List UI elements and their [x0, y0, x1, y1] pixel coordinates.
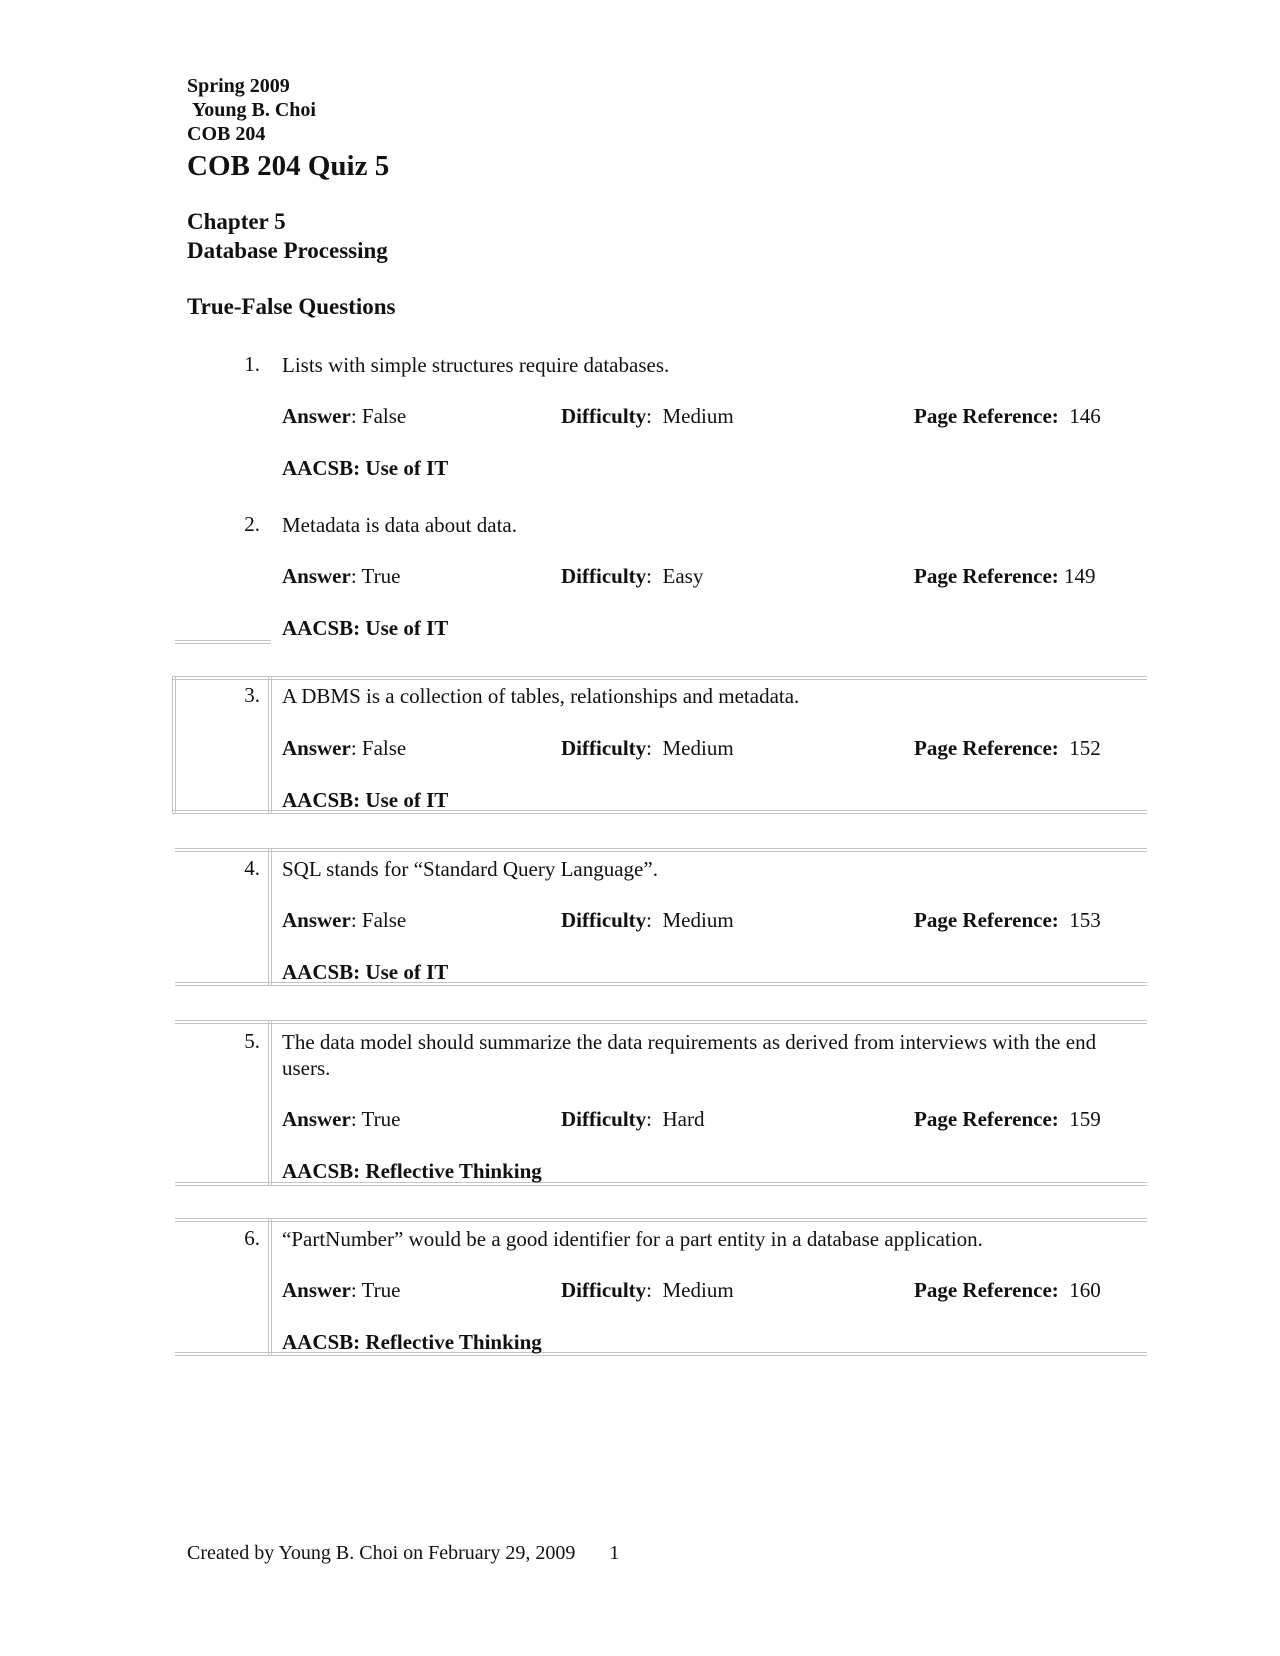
table-border: [268, 848, 272, 986]
difficulty-value: Medium: [662, 736, 734, 760]
question-number: 1.: [244, 352, 260, 376]
question-number: 3.: [244, 683, 260, 707]
difficulty-value: Medium: [662, 404, 734, 428]
question-text: A DBMS is a collection of tables, relationships and metadata.: [282, 684, 800, 708]
difficulty-value: Hard: [662, 1107, 705, 1131]
page-reference-value: 149: [1064, 564, 1096, 588]
page-reference-value: 152: [1069, 736, 1101, 760]
table-border: [268, 676, 272, 814]
answer-field: Answer: True: [282, 564, 401, 588]
page-footer: [187, 1542, 619, 1565]
question-text: “PartNumber” would be a good identifier for a part entity in a database application.: [282, 1227, 983, 1251]
difficulty-value: Medium: [662, 908, 734, 932]
page-reference-value: 160: [1069, 1278, 1101, 1302]
question-text: The data model should summarize the data requirements as derived from interviews with the end users.: [282, 1030, 1097, 1080]
table-border: [175, 848, 1147, 852]
answer-label: Answer: [282, 736, 351, 760]
page-reference-label: Page Reference:: [914, 908, 1059, 932]
table-border: [175, 1020, 1147, 1024]
table-border: [172, 676, 176, 814]
aacsb-tag: AACSB: Use of IT: [282, 616, 449, 640]
answer-label: Answer: [282, 908, 351, 932]
page-reference-label: Page Reference:: [914, 1107, 1059, 1131]
section-title: True-False Questions: [187, 294, 396, 319]
difficulty-label: Difficulty: [561, 908, 647, 932]
page-reference-field: [914, 736, 1101, 761]
answer-value: False: [361, 908, 407, 932]
answer-value: True: [361, 564, 401, 588]
page-reference-value: 153: [1069, 908, 1101, 932]
difficulty-label: Difficulty: [561, 1278, 647, 1302]
answer-value: False: [361, 736, 407, 760]
difficulty-field: Difficulty: Medium: [561, 908, 734, 932]
question-number: 5.: [244, 1029, 260, 1053]
page-reference-field: [914, 908, 1101, 933]
table-border: [175, 640, 271, 644]
page-reference-label: Page Reference:: [914, 1278, 1059, 1302]
question-number: 6.: [244, 1226, 260, 1250]
difficulty-field: Difficulty: Hard: [561, 1107, 705, 1131]
answer-value: False: [361, 404, 407, 428]
answer-field: Answer: True: [282, 1278, 401, 1302]
header-term: Spring 2009: [187, 75, 290, 97]
page-reference-value: 146: [1069, 404, 1101, 428]
difficulty-field: Difficulty: Medium: [561, 404, 734, 428]
answer-field: Answer: True: [282, 1107, 401, 1131]
difficulty-label: Difficulty: [561, 1107, 647, 1131]
aacsb-tag: AACSB: Use of IT: [282, 788, 449, 812]
chapter-name: Database Processing: [187, 238, 388, 263]
aacsb-tag: AACSB: Reflective Thinking: [282, 1159, 542, 1183]
page-reference-label: Page Reference:: [914, 736, 1059, 760]
page-reference-label: Page Reference:: [914, 564, 1059, 588]
answer-field: Answer: False: [282, 908, 407, 932]
answer-value: True: [361, 1278, 401, 1302]
answer-field: Answer: False: [282, 404, 407, 428]
answer-label: Answer: [282, 564, 351, 588]
difficulty-field: Difficulty: Medium: [561, 736, 734, 760]
question-text: SQL stands for “Standard Query Language”.: [282, 857, 658, 881]
table-border: [268, 1020, 272, 1186]
difficulty-label: Difficulty: [561, 736, 647, 760]
answer-label: Answer: [282, 1107, 351, 1131]
page-number: 1: [609, 1542, 620, 1564]
difficulty-label: Difficulty: [561, 564, 647, 588]
page-reference-field: [914, 564, 1096, 589]
answer-field: Answer: False: [282, 736, 407, 760]
question-text: Metadata is data about data.: [282, 513, 517, 537]
difficulty-value: Medium: [662, 1278, 734, 1302]
aacsb-tag: AACSB: Use of IT: [282, 456, 449, 480]
page-reference-field: [914, 404, 1101, 429]
question-number: 4.: [244, 856, 260, 880]
table-border: [172, 676, 1147, 680]
table-border: [175, 1218, 1147, 1222]
difficulty-value: Easy: [662, 564, 704, 588]
question-text: Lists with simple structures require databases.: [282, 353, 670, 377]
difficulty-field: Difficulty: Medium: [561, 1278, 734, 1302]
table-border: [268, 1218, 272, 1356]
difficulty-label: Difficulty: [561, 404, 647, 428]
answer-label: Answer: [282, 1278, 351, 1302]
answer-value: True: [361, 1107, 401, 1131]
chapter-number: Chapter 5: [187, 209, 286, 234]
answer-label: Answer: [282, 404, 351, 428]
page-reference-label: Page Reference:: [914, 404, 1059, 428]
header-instructor: Young B. Choi: [192, 99, 316, 121]
question-number: 2.: [244, 512, 260, 536]
aacsb-tag: AACSB: Reflective Thinking: [282, 1330, 542, 1354]
footer-credit: Created by Young B. Choi on February 29, 2009: [187, 1542, 576, 1564]
header-course: COB 204: [187, 123, 266, 145]
page-title: COB 204 Quiz 5: [187, 150, 390, 182]
page-reference-field: [914, 1278, 1101, 1303]
page-reference-field: [914, 1107, 1101, 1132]
difficulty-field: Difficulty: Easy: [561, 564, 704, 588]
aacsb-tag: AACSB: Use of IT: [282, 960, 449, 984]
page-reference-value: 159: [1069, 1107, 1101, 1131]
